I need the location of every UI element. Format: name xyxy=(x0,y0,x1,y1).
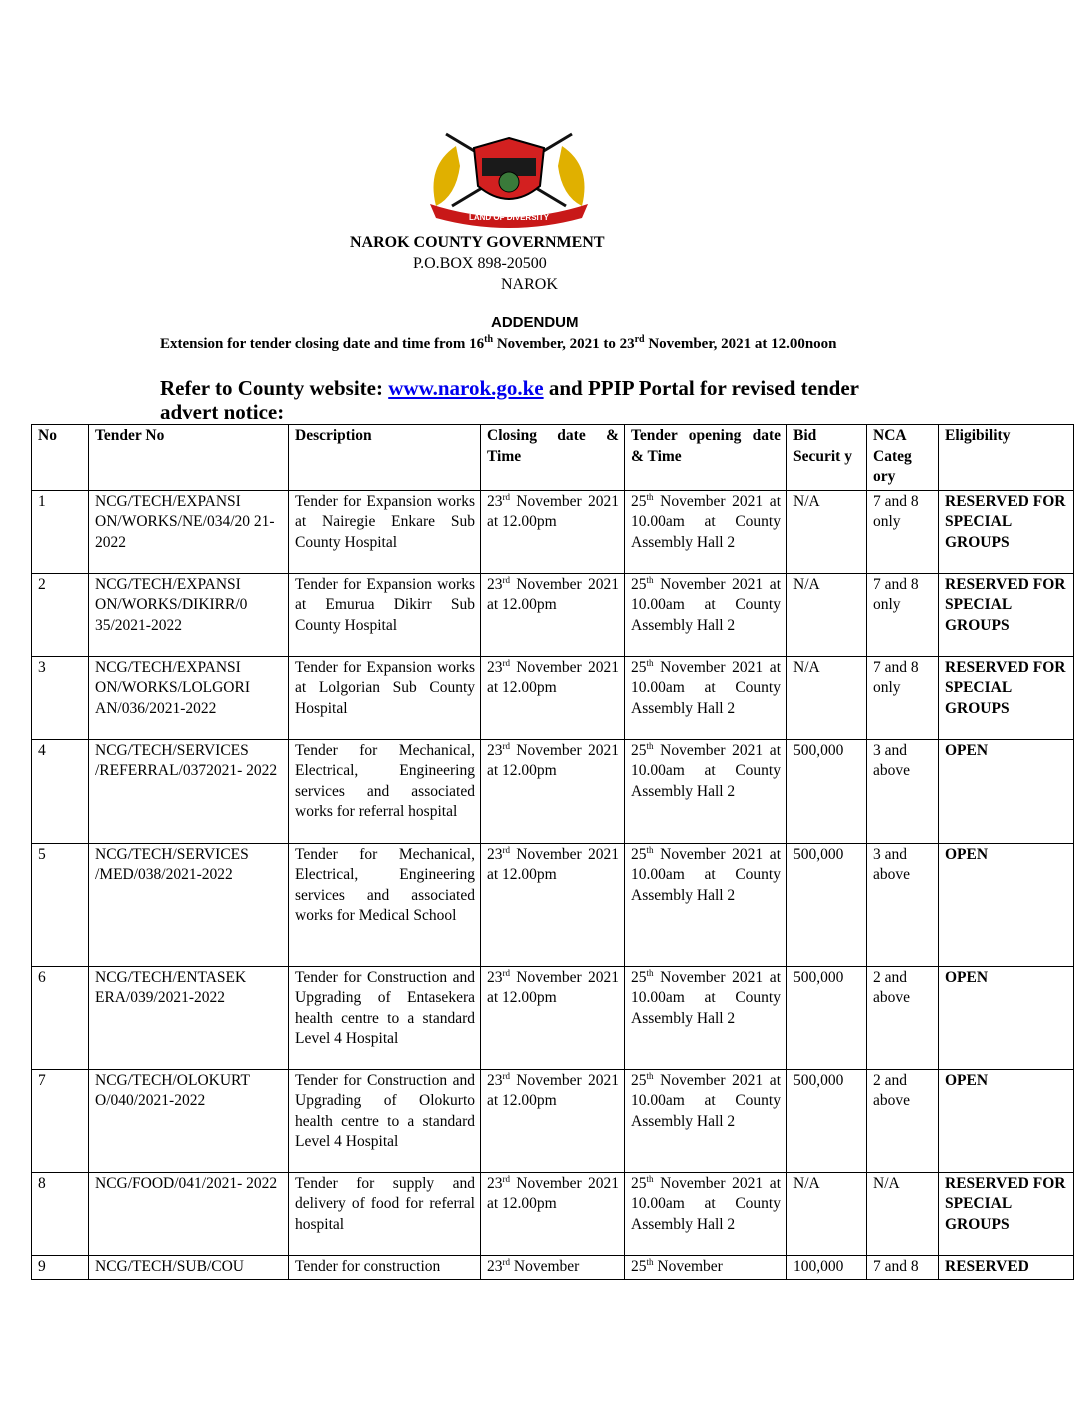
cell-eligibility: OPEN xyxy=(939,966,1074,1069)
cell-closing: 23rd November 2021 at 12.00pm xyxy=(481,490,625,573)
cell-closing: 23rd November 2021 at 12.00pm xyxy=(481,739,625,843)
cell-closing: 23rd November 2021 at 12.00pm xyxy=(481,573,625,656)
table-row xyxy=(32,490,1074,573)
cell-nca: N/A xyxy=(867,1172,939,1255)
cell-bid-security: N/A xyxy=(787,1172,867,1255)
cell-nca: 7 and 8 xyxy=(867,1255,939,1280)
cell-description: Tender for Mechanical, Electrical, Engineering services and associated works for referral hospital xyxy=(289,739,481,843)
county-logo xyxy=(416,126,602,230)
cell-no: 5 xyxy=(32,843,89,966)
table-row xyxy=(32,573,1074,656)
org-name: NAROK COUNTY GOVERNMENT xyxy=(350,234,605,251)
cell-nca: 2 and above xyxy=(867,966,939,1069)
cell-tender-no: NCG/TECH/EXPANSI ON/WORKS/DIKIRR/0 35/2021-2022 xyxy=(89,573,289,656)
col-bid-security: Bid Securit y xyxy=(787,425,867,491)
cell-tender-no: NCG/TECH/SERVICES /REFERRAL/0372021- 2022 xyxy=(89,739,289,843)
cell-no: 3 xyxy=(32,656,89,739)
cell-bid-security: 500,000 xyxy=(787,966,867,1069)
po-box: P.O.BOX 898-20500 xyxy=(413,255,547,272)
extension-notice: Extension for tender closing date and time from 16th November, 2021 to 23rd November, 2021 at 12.00noon xyxy=(160,334,837,352)
cell-description: Tender for Expansion works at Emurua Dikirr Sub County Hospital xyxy=(289,573,481,656)
col-closing: Closing date & Time xyxy=(481,425,625,491)
cell-closing: 23rd November xyxy=(481,1255,625,1280)
cell-eligibility: OPEN xyxy=(939,1069,1074,1172)
col-eligibility: Eligibility xyxy=(939,425,1074,491)
cell-eligibility: RESERVED FOR SPECIAL GROUPS xyxy=(939,573,1074,656)
cell-nca: 7 and 8 only xyxy=(867,656,939,739)
col-opening: Tender opening date & Time xyxy=(625,425,787,491)
cell-eligibility: OPEN xyxy=(939,843,1074,966)
col-tender-no: Tender No xyxy=(89,425,289,491)
table-row xyxy=(32,656,1074,739)
col-description: Description xyxy=(289,425,481,491)
cell-description: Tender for Construction and Upgrading of Olokurto health centre to a standard Level 4 Hospital xyxy=(289,1069,481,1172)
cell-tender-no: NCG/FOOD/041/2021- 2022 xyxy=(89,1172,289,1255)
cell-closing: 23rd November 2021 at 12.00pm xyxy=(481,1172,625,1255)
cell-no: 9 xyxy=(32,1255,89,1280)
cell-tender-no: NCG/TECH/OLOKURT O/040/2021-2022 xyxy=(89,1069,289,1172)
cell-bid-security: N/A xyxy=(787,656,867,739)
county-website-link[interactable]: www.narok.go.ke xyxy=(388,376,544,400)
cell-opening: 25th November xyxy=(625,1255,787,1280)
cell-nca: 3 and above xyxy=(867,739,939,843)
col-nca: NCA Categ ory xyxy=(867,425,939,491)
cell-description: Tender for Expansion works at Nairegie Enkare Sub County Hospital xyxy=(289,490,481,573)
cell-closing: 23rd November 2021 at 12.00pm xyxy=(481,843,625,966)
table-header-row xyxy=(32,425,1074,491)
cell-bid-security: 500,000 xyxy=(787,739,867,843)
cell-no: 1 xyxy=(32,490,89,573)
cell-tender-no: NCG/TECH/EXPANSI ON/WORKS/LOLGORI AN/036/2021-2022 xyxy=(89,656,289,739)
table-row xyxy=(32,966,1074,1069)
cell-eligibility: OPEN xyxy=(939,739,1074,843)
cell-opening: 25th November 2021 at 10.00am at County Assembly Hall 2 xyxy=(625,1172,787,1255)
cell-tender-no: NCG/TECH/ENTASEK ERA/039/2021-2022 xyxy=(89,966,289,1069)
table-row xyxy=(32,739,1074,843)
cell-nca: 7 and 8 only xyxy=(867,490,939,573)
logo-motto: LAND OF DIVERSITY xyxy=(468,213,550,222)
cell-bid-security: 100,000 xyxy=(787,1255,867,1280)
cell-opening: 25th November 2021 at 10.00am at County Assembly Hall 2 xyxy=(625,966,787,1069)
cell-tender-no: NCG/TECH/EXPANSI ON/WORKS/NE/034/20 21-2022 xyxy=(89,490,289,573)
cell-eligibility: RESERVED FOR SPECIAL GROUPS xyxy=(939,490,1074,573)
cell-bid-security: N/A xyxy=(787,490,867,573)
cell-bid-security: N/A xyxy=(787,573,867,656)
cell-description: Tender for supply and delivery of food for referral hospital xyxy=(289,1172,481,1255)
cell-opening: 25th November 2021 at 10.00am at County Assembly Hall 2 xyxy=(625,656,787,739)
cell-closing: 23rd November 2021 at 12.00pm xyxy=(481,966,625,1069)
cell-no: 2 xyxy=(32,573,89,656)
cell-no: 6 xyxy=(32,966,89,1069)
cell-description: Tender for construction xyxy=(289,1255,481,1280)
cell-no: 4 xyxy=(32,739,89,843)
addendum-title: ADDENDUM xyxy=(491,314,579,331)
cell-eligibility: RESERVED FOR SPECIAL GROUPS xyxy=(939,656,1074,739)
cell-bid-security: 500,000 xyxy=(787,843,867,966)
tender-table xyxy=(31,424,1074,1280)
cell-opening: 25th November 2021 at 10.00am at County Assembly Hall 2 xyxy=(625,1069,787,1172)
table-row xyxy=(32,1172,1074,1255)
cell-tender-no: NCG/TECH/SUB/COU xyxy=(89,1255,289,1280)
cell-description: Tender for Mechanical, Electrical, Engineering services and associated works for Medical School xyxy=(289,843,481,966)
refer-notice: Refer to County website: www.narok.go.ke and PPIP Portal for revised tender advert notice: xyxy=(160,376,859,424)
cell-eligibility: RESERVED FOR SPECIAL GROUPS xyxy=(939,1172,1074,1255)
cell-nca: 3 and above xyxy=(867,843,939,966)
cell-opening: 25th November 2021 at 10.00am at County Assembly Hall 2 xyxy=(625,573,787,656)
cell-no: 8 xyxy=(32,1172,89,1255)
cell-description: Tender for Construction and Upgrading of Entasekera health centre to a standard Level 4 Hospital xyxy=(289,966,481,1069)
cell-nca: 2 and above xyxy=(867,1069,939,1172)
cell-no: 7 xyxy=(32,1069,89,1172)
cell-description: Tender for Expansion works at Lolgorian Sub County Hospital xyxy=(289,656,481,739)
cell-closing: 23rd November 2021 at 12.00pm xyxy=(481,1069,625,1172)
table-row xyxy=(32,843,1074,966)
cell-opening: 25th November 2021 at 10.00am at County Assembly Hall 2 xyxy=(625,843,787,966)
cell-opening: 25th November 2021 at 10.00am at County Assembly Hall 2 xyxy=(625,739,787,843)
cell-opening: 25th November 2021 at 10.00am at County Assembly Hall 2 xyxy=(625,490,787,573)
table-row xyxy=(32,1255,1074,1280)
town: NAROK xyxy=(501,276,558,293)
col-no: No xyxy=(32,425,89,491)
cell-nca: 7 and 8 only xyxy=(867,573,939,656)
cell-closing: 23rd November 2021 at 12.00pm xyxy=(481,656,625,739)
cell-tender-no: NCG/TECH/SERVICES /MED/038/2021-2022 xyxy=(89,843,289,966)
cell-eligibility: RESERVED xyxy=(939,1255,1074,1280)
cell-bid-security: 500,000 xyxy=(787,1069,867,1172)
table-row xyxy=(32,1069,1074,1172)
